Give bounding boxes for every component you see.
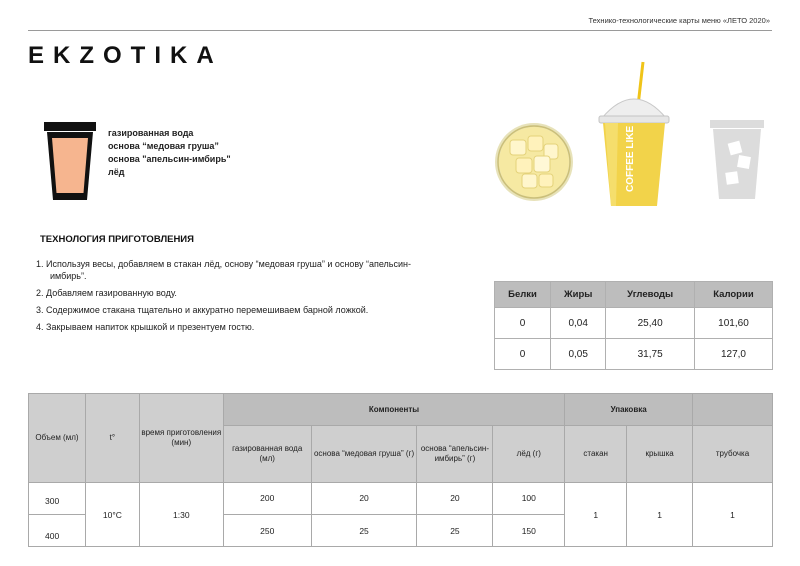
drink-photo <box>596 60 672 210</box>
table-row <box>495 308 773 339</box>
step-item: 3. Содержимое стакана тщательно и аккуратно перемешиваем барной ложкой. <box>36 305 369 315</box>
col-packaging: стакан <box>565 426 627 483</box>
nutrition-header: Белки <box>495 282 551 308</box>
group-packaging: Упаковка <box>565 394 693 426</box>
col-packaging: трубочка <box>693 426 773 483</box>
nutrition-table <box>494 281 773 370</box>
nutrition-header: Калории <box>694 282 772 308</box>
table-row <box>495 339 773 370</box>
step-item: 4. Закрываем напиток крышкой и презентуем гостю. <box>36 322 255 332</box>
component-cell: 20 <box>311 483 417 515</box>
ingredient-item: лёд <box>108 167 125 177</box>
nutrition-cell: 127,0 <box>694 339 772 370</box>
component-cell: 150 <box>493 515 565 547</box>
svg-text:COFFEE LIKE: COFFEE LIKE <box>625 125 636 192</box>
ingredient-item: газированная вода <box>108 128 194 138</box>
col-time: время приготовления (мин) <box>139 394 223 483</box>
col-temperature: t° <box>85 394 139 483</box>
component-cell: 25 <box>417 515 493 547</box>
packaging-cell: 1 <box>627 483 693 547</box>
preparation-steps <box>36 258 436 338</box>
component-cell: 200 <box>223 483 311 515</box>
time-cell: 1:30 <box>139 483 223 547</box>
nutrition-header: Углеводы <box>606 282 695 308</box>
component-cell: 100 <box>493 483 565 515</box>
table-row <box>29 483 773 515</box>
component-cell: 20 <box>417 483 493 515</box>
group-components: Компоненты <box>223 394 564 426</box>
col-component: основа “медовая груша” (г) <box>311 426 417 483</box>
technology-title: ТЕХНОЛОГИЯ ПРИГОТОВЛЕНИЯ <box>40 234 194 245</box>
nutrition-cell: 0,05 <box>551 339 606 370</box>
col-volume: Объем (мл) <box>29 394 86 483</box>
nutrition-cell: 101,60 <box>694 308 772 339</box>
recipe-table <box>28 393 773 547</box>
ice-cubes-photo <box>494 122 574 202</box>
component-cell: 25 <box>311 515 417 547</box>
volume-cell: 400 <box>29 515 86 547</box>
nutrition-header: Жиры <box>551 282 606 308</box>
nutrition-cell: 25,40 <box>606 308 695 339</box>
brand-title: EKZOTIKA <box>28 42 223 69</box>
nutrition-cell: 0 <box>495 339 551 370</box>
col-packaging: крышка <box>627 426 693 483</box>
ingredient-item: основа “медовая груша” <box>108 141 219 151</box>
group-packaging-extra <box>693 394 773 426</box>
col-component: газированная вода (мл) <box>223 426 311 483</box>
nutrition-cell: 31,75 <box>606 339 695 370</box>
ingredient-item: основа "апельсин-имбирь" <box>108 154 231 164</box>
step-item: 2. Добавляем газированную воду. <box>36 288 177 298</box>
nutrition-cell: 0 <box>495 308 551 339</box>
ingredients-list <box>108 127 231 179</box>
packaging-cell: 1 <box>565 483 627 547</box>
col-component: основа “апельсин-имбирь” (г) <box>417 426 493 483</box>
col-component: лёд (г) <box>493 426 565 483</box>
component-cell: 250 <box>223 515 311 547</box>
step-item: 1. Используя весы, добавляем в стакан лёд, основу “медовая груша” и основу “апельсин-имбирь”. <box>36 259 411 281</box>
volume-cell: 300 <box>29 483 86 515</box>
glass-icon <box>708 120 766 200</box>
header-divider <box>28 30 772 31</box>
cup-icon <box>42 122 98 202</box>
nutrition-cell: 0,04 <box>551 308 606 339</box>
packaging-cell: 1 <box>693 483 773 547</box>
temperature-cell: 10°С <box>85 483 139 547</box>
header-subtitle: Технико-технологические карты меню «ЛЕТО 2020» <box>588 16 770 25</box>
